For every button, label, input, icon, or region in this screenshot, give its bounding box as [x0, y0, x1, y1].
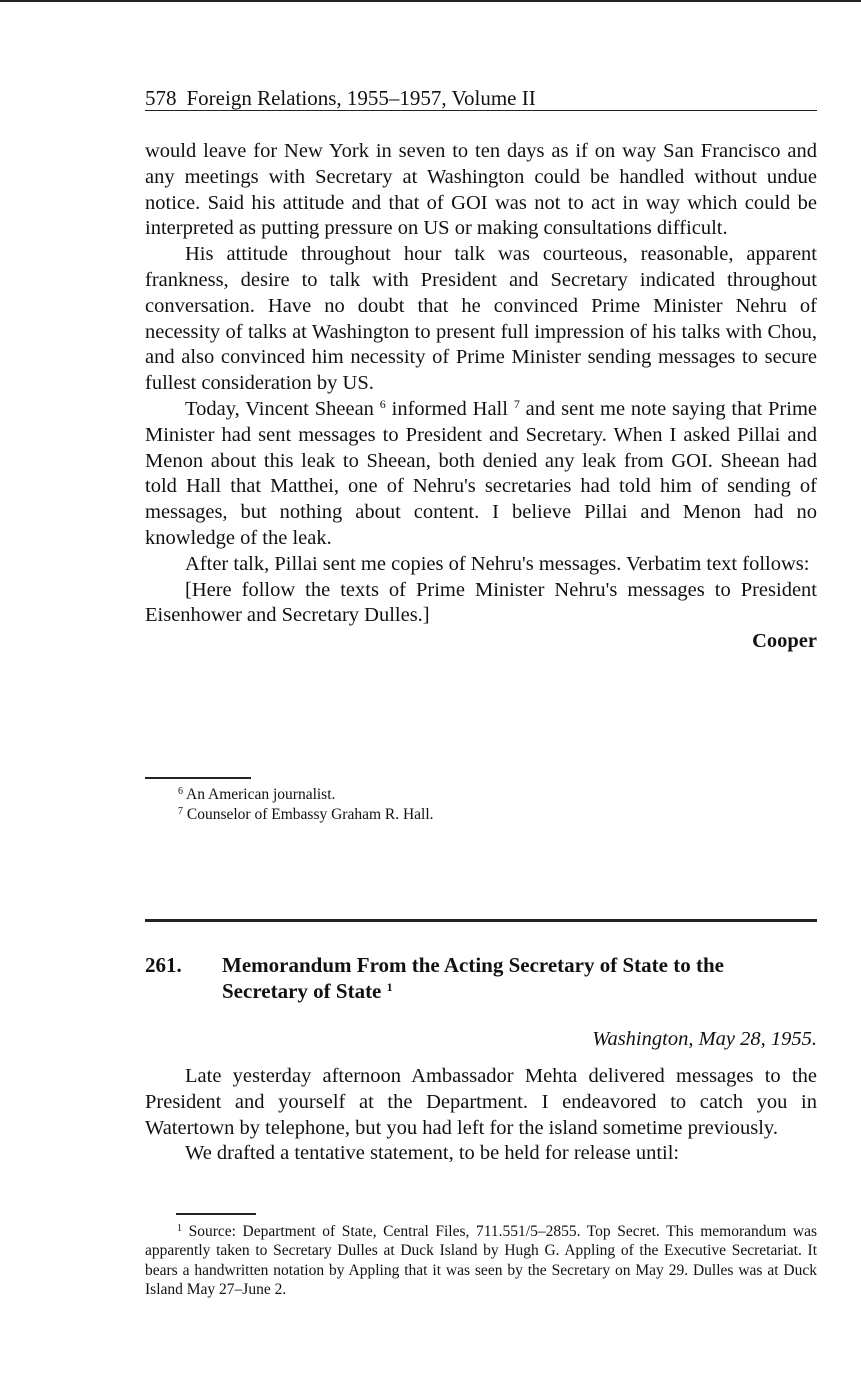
paragraph: His attitude throughout hour talk was courteous, reasonable, apparent frankness, desire to talk with President and Secretary indicated throughout conversation. Have no doubt that he convinced Prime Minister Nehru of necessity of talks at Washington to present full impression of his talks with Chou, and also convinced him necessity of Prime Minister sending messages to secure fullest consideration by US. [145, 243, 817, 395]
footnote-rule [145, 777, 251, 779]
paragraph: We drafted a tentative statement, to be held for release until: [185, 1142, 680, 1165]
footnote-rule [176, 1213, 256, 1215]
section-divider [145, 919, 817, 922]
paragraph: would leave for New York in seven to ten days as if on way San Francisco and any meetings with Secretary at Washington could be handled without undue notice. Said his attitude and that of GOI was not to act in way which could be interpreted as putting pressure on US or making consultations difficult. [145, 140, 817, 240]
paragraph: Late yesterday afternoon Ambassador Mehta delivered messages to the President and yourself at the Department. I endeavored to catch you in Watertown by telephone, but you had left for the island sometime previously. [145, 1065, 817, 1139]
footnote-7: $^7$ Counselor of Embassy Graham R. Hall. [178, 805, 434, 823]
footnote-ref-6[interactable]: 6 [379, 396, 386, 411]
top-border [0, 0, 861, 2]
document-261-text [145, 1064, 817, 1167]
dateline: Washington, May 28, 1955. [592, 1028, 817, 1050]
running-header [145, 84, 817, 111]
footnote-6: $^6$ An American journalist. [178, 786, 336, 803]
document-number: 261. [145, 953, 182, 977]
footnote-1: $^1$ Source: Department of State, Central Files, 711.551/5–2855. Top Secret. This memorandum was apparently taken to Secretary Dulles at Duck Island by Hugh G. Appling of the Executive Secretariat. It bears a handwritten notation by Appling that it was seen by the Secretary on May 29. Dulles was at Duck Island May 27–June 2. [145, 1223, 818, 1298]
footnote-ref-1[interactable]: 1 [386, 980, 393, 994]
running-title: Foreign Relations, 1955–1957, Volume II [186, 86, 536, 110]
page-number: 578 [145, 86, 177, 110]
paragraph: Today, Vincent Sheean $^6$ informed Hall $^7$ and sent me note saying that Prime Minister had sent messages to President and Secretary. When I asked Pillai and Menon about this leak to Sheean, both denied any leak from GOI. Sheean had told Hall that Matthei, one of Nehru's secretaries had told him of sending of messages, but nothing about content. I believe Pillai and Menon had no knowledge of the leak. [145, 396, 817, 549]
continued-document-text [145, 139, 817, 655]
footnote-ref-7[interactable]: 7 [513, 396, 520, 411]
paragraph: [Here follow the texts of Prime Minister Nehru's messages to President Eisenhower and Secretary Dulles.] [145, 578, 817, 627]
paragraph: After talk, Pillai sent me copies of Nehru's messages. Verbatim text follows: [185, 552, 810, 575]
signature: Cooper [752, 630, 817, 653]
footnotes [178, 785, 434, 824]
document-title: Memorandum From the Acting Secretary of State to the Secretary of State $^1$ [222, 953, 724, 1003]
